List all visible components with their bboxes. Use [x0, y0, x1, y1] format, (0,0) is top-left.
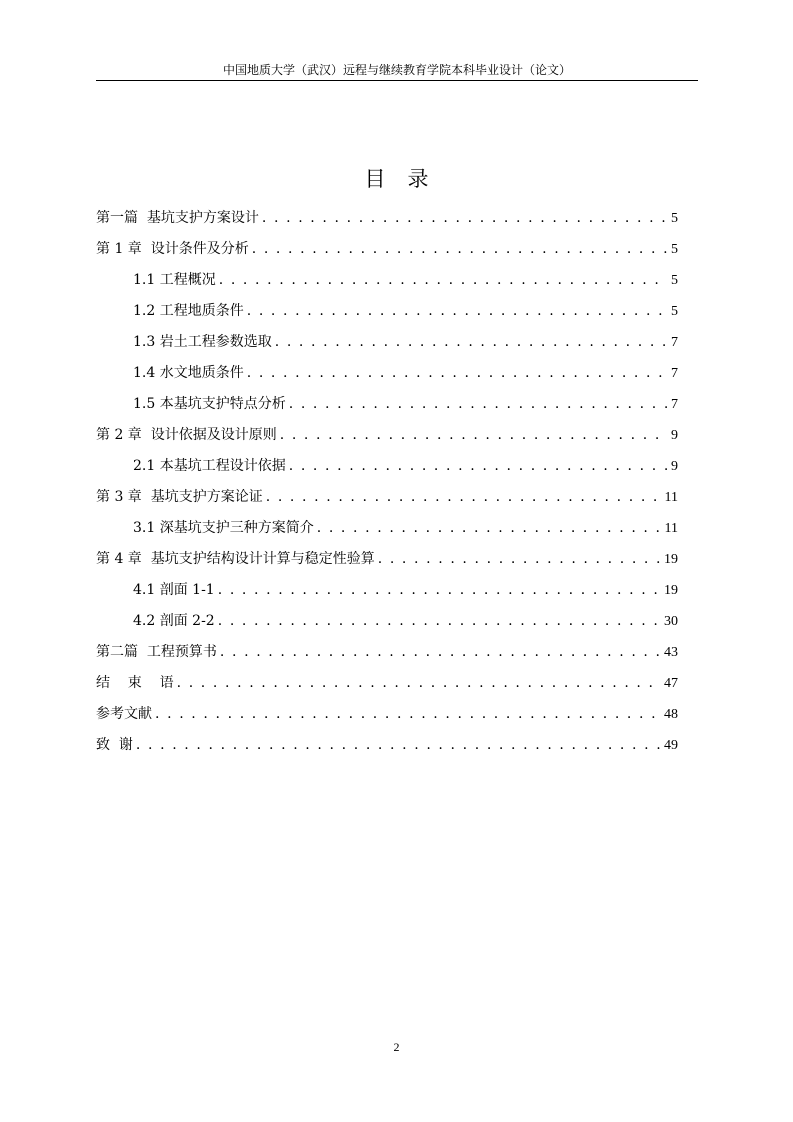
toc-dot-leader	[289, 389, 667, 420]
toc-entry-label: 结 束 语	[96, 675, 174, 691]
toc-entry-label: 3.1 深基坑支护三种方案简介	[133, 520, 314, 536]
toc-dot-leader	[155, 699, 661, 730]
page-number: 2	[393, 1040, 400, 1054]
toc-entry-label: 2.1 本基坑工程设计依据	[133, 458, 286, 474]
toc-entry-label: 致 谢	[96, 737, 133, 753]
toc-entry[interactable]	[96, 327, 678, 358]
toc-dot-leader	[280, 420, 667, 451]
toc-dot-leader	[262, 203, 667, 234]
toc-entry-page-number: 47	[664, 676, 678, 691]
toc-entry-page-number: 49	[664, 738, 678, 753]
toc-entry[interactable]	[96, 544, 678, 575]
toc-entry-label: 4.2 剖面 2-2	[133, 613, 215, 629]
toc-entry[interactable]	[96, 513, 678, 544]
toc-dot-leader	[289, 451, 667, 482]
toc-dot-leader	[266, 482, 662, 513]
page-header: 中国地质大学（武汉）远程与继续教育学院本科毕业设计（论文）	[222, 63, 571, 77]
toc-entry-page-number: 5	[671, 242, 678, 257]
toc-entry-label: 第 4 章 基坑支护结构设计计算与稳定性验算	[96, 551, 375, 567]
toc-dot-leader	[218, 606, 661, 637]
toc-entry[interactable]	[96, 730, 678, 761]
toc-dot-leader	[136, 730, 661, 761]
toc-dot-leader	[177, 668, 661, 699]
toc-entry-page-number: 7	[671, 366, 678, 381]
toc-dot-leader	[220, 637, 661, 668]
toc-dot-leader	[378, 544, 661, 575]
toc-dot-leader	[317, 513, 662, 544]
toc-entry-label: 第 1 章 设计条件及分析	[96, 241, 249, 257]
toc-entry[interactable]	[96, 389, 678, 420]
toc-entry[interactable]	[96, 265, 678, 296]
toc-entry[interactable]	[96, 451, 678, 482]
toc-dot-leader	[247, 358, 667, 389]
toc-dot-leader	[219, 265, 667, 296]
toc-entry-page-number: 11	[664, 521, 678, 536]
toc-entry-page-number: 9	[671, 459, 678, 474]
toc-entry-label: 第 3 章 基坑支护方案论证	[96, 489, 263, 505]
toc-entry-page-number: 30	[664, 614, 678, 629]
toc-dot-leader	[275, 327, 667, 358]
toc-entry[interactable]	[96, 699, 678, 730]
toc-entry-page-number: 19	[664, 552, 678, 567]
toc-dot-leader	[252, 234, 667, 265]
toc-entry[interactable]	[96, 668, 678, 699]
toc-entry-page-number: 48	[664, 707, 678, 722]
toc-entry[interactable]	[96, 606, 678, 637]
toc-entry[interactable]	[96, 575, 678, 606]
toc-entry-label: 1.3 岩土工程参数选取	[133, 334, 272, 350]
toc-entry-label: 4.1 剖面 1-1	[133, 582, 215, 598]
toc-entry-page-number: 9	[671, 428, 678, 443]
toc-entry-page-number: 7	[671, 397, 678, 412]
toc-entry-page-number: 5	[671, 211, 678, 226]
toc-entry-label: 参考文献	[96, 706, 152, 722]
toc-entry-page-number: 7	[671, 335, 678, 350]
toc-entry[interactable]	[96, 234, 678, 265]
table-of-contents	[96, 203, 678, 761]
toc-entry-page-number: 43	[664, 645, 678, 660]
toc-entry-label: 1.5 本基坑支护特点分析	[133, 396, 286, 412]
toc-entry-page-number: 5	[671, 273, 678, 288]
toc-entry-label: 1.2 工程地质条件	[133, 303, 244, 319]
toc-entry-label: 第 2 章 设计依据及设计原则	[96, 427, 277, 443]
toc-entry[interactable]	[96, 637, 678, 668]
toc-entry[interactable]	[96, 420, 678, 451]
toc-entry-label: 1.1 工程概况	[133, 272, 216, 288]
toc-entry[interactable]	[96, 296, 678, 327]
toc-entry-label: 1.4 水文地质条件	[133, 365, 244, 381]
toc-dot-leader	[218, 575, 661, 606]
toc-entry-label: 第一篇 基坑支护方案设计	[96, 210, 259, 226]
toc-title: 目录	[364, 167, 451, 191]
toc-entry[interactable]	[96, 358, 678, 389]
toc-entry-page-number: 5	[671, 304, 678, 319]
header-divider	[96, 80, 698, 81]
toc-entry-label: 第二篇 工程预算书	[96, 644, 217, 660]
toc-dot-leader	[247, 296, 667, 327]
toc-entry-page-number: 11	[664, 490, 678, 505]
toc-entry[interactable]	[96, 203, 678, 234]
toc-entry-page-number: 19	[664, 583, 678, 598]
toc-entry[interactable]	[96, 482, 678, 513]
